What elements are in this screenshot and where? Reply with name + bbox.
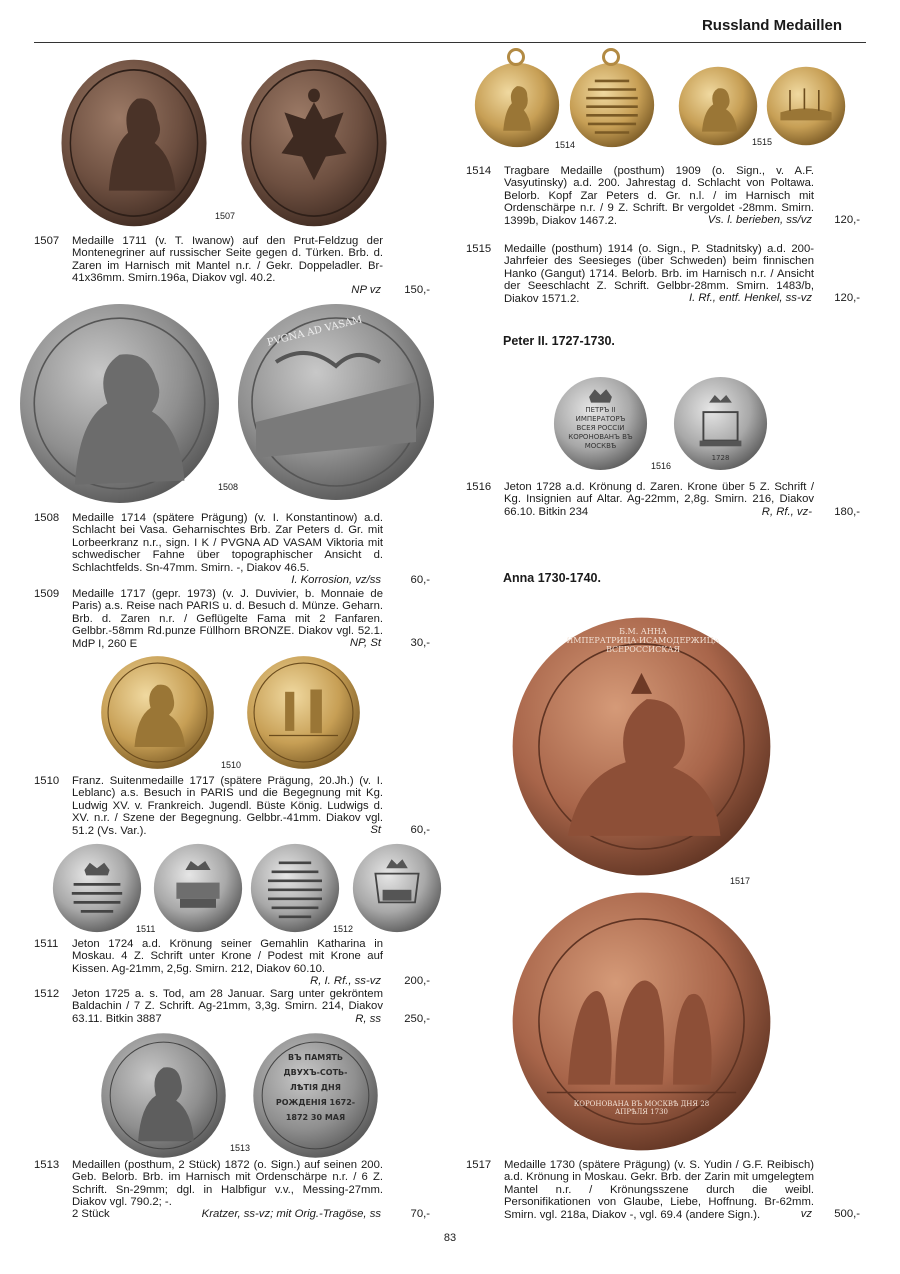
header-divider bbox=[34, 42, 866, 43]
coin-1507-obverse bbox=[60, 58, 208, 228]
lot-1508 bbox=[34, 512, 430, 590]
coin-1517-obverse bbox=[510, 615, 773, 878]
lot-number: 1517 bbox=[466, 1159, 492, 1171]
lot-description: Jeton 1728 a.d. Krönung d. Zaren. Krone über 5 Z. Schrift / Kg. Insignien auf Altar. Ag-22mm, 2,8g. Smirn. 216, Diakov 66.10. Bitkin 234 bbox=[504, 481, 814, 518]
lot-number: 1514 bbox=[466, 165, 492, 177]
page-header-title: Russland Medaillen bbox=[701, 17, 842, 34]
lot-number: 1509 bbox=[34, 588, 60, 600]
lot-description: Medaille 1717 (gepr. 1973) (v. J. Duvivier, b. Monnaie de Paris) a.s. Reise nach PARIS u. d. Besuch d. Münze. Geharn. Brb. d. Zaren n.r. / Geflügelte Fama mit 2 Fanfaren. Gelbbr.-58mm Rd.punze Füllhorn BRONZE. Diakov vgl. 52.1. MdP I, 260 E bbox=[72, 588, 383, 650]
coin-1510-obverse bbox=[100, 655, 215, 770]
lot-1516 bbox=[466, 481, 860, 521]
lot-grade: R, Rf., vz- bbox=[761, 506, 812, 518]
lot-number: 1515 bbox=[466, 243, 492, 255]
figure-label-1513: 1513 bbox=[230, 1143, 251, 1153]
coin-1517-reverse bbox=[510, 890, 773, 1153]
lot-description: Medaille 1714 (spätere Prägung) (v. I. Konstantinow) a.d. Schlacht bei Vasa. Geharnischtes Brb. Zar Peters d. Gr. mit Lorbeerkranz n.r., sign. I K / PVGNA AD VASAM Viktoria mit schwedischer Fahne über topographischer Ansicht d. Schlachtfelds. Sn-47mm. Smirn. -, Diakov 46.5. bbox=[72, 512, 383, 574]
lot-grade: Kratzer, ss-vz; mit Orig.-Tragöse, ss bbox=[201, 1208, 381, 1220]
lot-1510 bbox=[34, 775, 430, 841]
lot-price: 120,- bbox=[834, 292, 860, 304]
lot-grade: NP, St bbox=[349, 637, 381, 649]
lot-description: Medaille 1711 (v. T. Iwanow) auf den Prut-Feldzug der Montenegriner auf russischer Seite gegen d. Türken. Brb. d. Zaren im Harnisch mit Mantel n.r. / Gekr. Doppeladler. Br-41x36mm. Smirn.196a, Diakov vgl. 40.2. bbox=[72, 235, 383, 285]
lot-description: Tragbare Medaille (posthum) 1909 (o. Sign., v. A.F. Vasyutinsky) a.d. 200. Jahrestag d. Schlacht von Poltawa. Belorb. Kopf Zar Peters d. Gr. n.l. / im Harnisch mit Ordenschärpe n.r. / 9 Z. Schrift. Br vergoldet -28mm. Smirn. 1399b, Diakov 1467.2. bbox=[504, 165, 814, 227]
lot-1509 bbox=[34, 588, 430, 654]
coin-1516-date: 1728 bbox=[711, 454, 730, 462]
figure-label-1515: 1515 bbox=[752, 137, 773, 147]
lot-grade: vz bbox=[800, 1208, 812, 1220]
lot-price: 120,- bbox=[834, 214, 860, 226]
lot-description: Medaille 1730 (spätere Prägung) (v. S. Yudin / G.F. Reibisch) a.d. Krönung in Moskau. Gekr. Brb. der Zarin mit umgelegtem Mantel n.r. / Krönungsszene durch die weibl. Personifikationen von Glaube, Liebe, Hoffnung. Br-62mm. Smirn. vgl. 218a, Diakov -, vgl. 69.4 (andere Sign.). bbox=[504, 1159, 814, 1221]
lot-1512 bbox=[34, 988, 430, 1028]
lot-description: Jeton 1725 a. s. Tod, am 28 Januar. Sarg unter gekröntem Baldachin / 7 Z. Schrift. Ag-21mm, 3,3g. Smirn. 214, Diakov 63.11. Bitkin 3887 bbox=[72, 988, 383, 1025]
figure-label-1514: 1514 bbox=[555, 140, 576, 150]
coin-1508-reverse bbox=[236, 302, 436, 502]
lot-grade: Vs. l. berieben, ss/vz bbox=[707, 214, 812, 226]
lot-number: 1516 bbox=[466, 481, 492, 493]
lot-grade: NP vz bbox=[351, 284, 381, 296]
coin-1511-obverse bbox=[52, 843, 142, 933]
lot-grade: I. Rf., entf. Henkel, ss-vz bbox=[688, 292, 812, 304]
lot-price: 500,- bbox=[834, 1208, 860, 1220]
coin-1516-inscription: ПЕТРЪ II ИМПЕРАТОРЪ ВСЕЯ РОССІИ КОРОНОВАНЪ ВЪ МОСКВѢ bbox=[568, 406, 633, 450]
lot-number: 1512 bbox=[34, 988, 60, 1000]
lot-price: 200,- bbox=[404, 975, 430, 987]
figure-label-1507: 1507 bbox=[215, 211, 236, 221]
lot-grade: R, I. Rf., ss-vz bbox=[310, 975, 381, 987]
lot-description: Franz. Suitenmedaille 1717 (spätere Prägung, 20.Jh.) (v. I. Leblanc) a.s. Besuch in PARIS und die Begegnung mit Kg. Ludwig XV. v. Frankreich. Jugendl. Büste König. Ludwigs d. XV. n.r. / Szene der Begegnung. Gelbbr.-41mm. Diakov vgl. 51.2 (Vs. Var.). bbox=[72, 775, 383, 837]
lot-price: 250,- bbox=[404, 1013, 430, 1025]
figure-label-1510: 1510 bbox=[221, 760, 242, 770]
coin-1513-inscription: ВЪ ПАМЯТЬ ДВУХЪ-СОТЬ-ЛѢТІЯ ДНЯ РОЖДЕНІЯ 1672-1872 30 МАЯ bbox=[275, 1053, 356, 1122]
lot-1513 bbox=[34, 1159, 430, 1225]
lot-1514 bbox=[466, 165, 860, 231]
lot-number: 1510 bbox=[34, 775, 60, 787]
coin-1514-reverse bbox=[569, 62, 655, 148]
lot-price: 60,- bbox=[410, 574, 430, 586]
figure-label-1512: 1512 bbox=[333, 924, 354, 934]
figure-label-1511: 1511 bbox=[136, 924, 156, 934]
coin-1510-reverse bbox=[246, 655, 361, 770]
coin-1511-reverse bbox=[153, 843, 243, 933]
coin-1514-obverse bbox=[474, 62, 560, 148]
lot-number: 1507 bbox=[34, 235, 60, 247]
section-heading-anna: Anna 1730-1740. bbox=[503, 571, 601, 585]
lot-price: 180,- bbox=[834, 506, 860, 518]
coin-1507-reverse bbox=[240, 58, 388, 228]
lot-description: Jeton 1724 a.d. Krönung seiner Gemahlin Katharina in Moskau. 4 Z. Schrift unter Krone / Podest mit Krone auf Kissen. Ag-21mm, 2,5g. Smirn. 212, Diakov 60.10. bbox=[72, 938, 383, 975]
coin-1513-obverse bbox=[100, 1032, 227, 1159]
section-heading-peter-ii: Peter II. 1727-1730. bbox=[503, 334, 615, 348]
lot-1515 bbox=[466, 243, 860, 309]
lot-1511 bbox=[34, 938, 430, 988]
lot-number: 1508 bbox=[34, 512, 60, 524]
lot-prefix: 2 Stück bbox=[72, 1208, 110, 1220]
coin-1514-loop-right bbox=[602, 48, 620, 66]
coin-1512-reverse bbox=[352, 843, 442, 933]
lot-grade: St bbox=[370, 824, 381, 836]
coin-1515-reverse bbox=[766, 66, 846, 146]
page-number: 83 bbox=[443, 1232, 457, 1244]
coin-1515-obverse bbox=[678, 66, 758, 146]
lot-price: 150,- bbox=[404, 284, 430, 296]
lot-number: 1513 bbox=[34, 1159, 60, 1171]
lot-1507 bbox=[34, 235, 430, 301]
lot-price: 70,- bbox=[410, 1208, 430, 1220]
coin-1517-inscription: Б.М. АННА ИМПЕРАТРИЦА·ИСАМОДЕРЖИЦА ВСЕРОССИСКАЯ bbox=[566, 627, 720, 654]
coin-1512-obverse bbox=[250, 843, 340, 933]
coin-1508-inscription: PVGNA AD VASAM bbox=[266, 314, 364, 349]
figure-label-1517: 1517 bbox=[730, 876, 751, 886]
lot-number: 1511 bbox=[34, 938, 59, 950]
figure-label-1516: 1516 bbox=[651, 461, 672, 471]
coin-1508-obverse bbox=[18, 302, 221, 505]
lot-grade: I. Korrosion, vz/ss bbox=[291, 574, 381, 586]
figure-label-1508: 1508 bbox=[218, 482, 239, 492]
lot-description: Medaille (posthum) 1914 (o. Sign., P. Stadnitsky) a.d. 200-Jahrfeier des Seesieges (über Schweden) beim finnischen Hanko (Gangut) 1714. Belorb. Brb. im Harnisch n.r. / Ansicht der Seeschlacht Z. Schrift. Gelbbr-28mm. Smirn. 1483/b, Diakov 1571.2. bbox=[504, 243, 814, 305]
lot-description: Medaillen (posthum, 2 Stück) 1872 (o. Sign.) auf seinen 200. Geb. Belorb. Brb. im Harnisch mit Ordenschärpe n.r. / 6 Z. Schrift. Sn-29mm; dgl. in Halbfigur v.v., Messing-27mm. Diakov vgl. 790.2; -. bbox=[72, 1159, 383, 1209]
coin-1513-reverse bbox=[252, 1032, 379, 1159]
lot-grade: R, ss bbox=[355, 1013, 381, 1025]
lot-price: 30,- bbox=[410, 637, 430, 649]
lot-1517 bbox=[466, 1159, 860, 1225]
coin-1516-reverse bbox=[673, 376, 768, 471]
coin-1517-exergue: КОРОНОВАНА ВЪ МОСКВѢ ДНЯ 28 АПРѢЛЯ 1730 bbox=[573, 1100, 710, 1116]
lot-price: 60,- bbox=[410, 824, 430, 836]
coin-1516-obverse bbox=[553, 376, 648, 471]
coin-1514-loop-left bbox=[507, 48, 525, 66]
